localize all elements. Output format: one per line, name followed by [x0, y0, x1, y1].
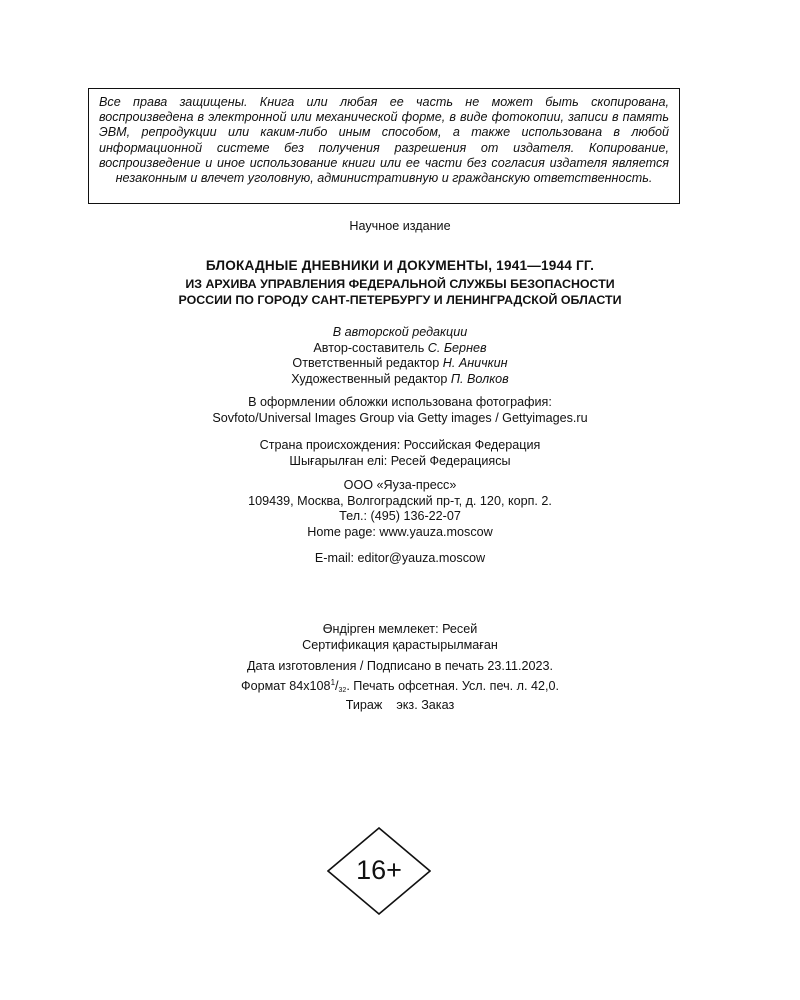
edition-type — [0, 219, 800, 235]
age-rating-text: 16+ — [356, 855, 402, 885]
publisher-info — [0, 478, 800, 540]
cover-photo-credit — [0, 395, 800, 426]
editor-name: Н. Аничкин — [442, 356, 508, 370]
copyright-notice-box — [88, 88, 680, 204]
format-fraction-numerator: 1 — [330, 677, 336, 687]
publisher-homepage: Home page: www.yauza.moscow — [307, 524, 493, 539]
kz-manufacturer-info — [0, 622, 800, 653]
kz-country: Өндірген мемлекет: Ресей — [322, 622, 478, 636]
art-editor-credit: Художественный редактор П. Волков — [291, 371, 509, 386]
cover-photo-label: В оформлении обложки использована фотография: — [248, 395, 552, 409]
format-fraction-denominator: 32 — [338, 686, 347, 694]
compiler-credit: Автор-составитель С. Бернев — [313, 340, 487, 355]
subtitle-line-2: РОССИИ ПО ГОРОДУ САНТ-ПЕТЕРБУРГУ И ЛЕНИНГРАДСКОЙ ОБЛАСТИ — [178, 292, 622, 307]
edition-type-text: Научное издание — [349, 219, 451, 233]
compiler-name: С. Бернев — [427, 340, 487, 355]
kz-certification: Сертификация қарастырылмаған — [302, 637, 498, 652]
book-title-text: БЛОКАДНЫЕ ДНЕВНИКИ И ДОКУМЕНТЫ, 1941—1944 ГГ. — [205, 258, 595, 273]
publisher-name: ООО «Яуза-пресс» — [343, 478, 457, 492]
print-date: Дата изготовления / Подписано в печать 23.11.2023. — [247, 659, 553, 673]
subtitle-line-1: ИЗ АРХИВА УПРАВЛЕНИЯ ФЕДЕРАЛЬНОЙ СЛУЖБЫ БЕЗОПАСНОСТИ — [185, 277, 615, 291]
age-rating-badge — [327, 827, 431, 915]
country-of-origin — [0, 438, 800, 469]
publisher-email — [0, 551, 800, 567]
copyright-notice-text: Все права защищены. Книга или любая ее часть не может быть скопирована, воспроизведена в электронной или механической форме, в виде фотокопии, записи в память ЭВМ, репродукции или каким-либо иным способом, а также использована в любой информационной системе без получения разрешения от издателя. Копирование, воспроизведение и иное использование книги или ее части без согласия издателя является незаконным и влечет уголовную, административную и гражданскую ответственность. — [99, 95, 669, 186]
print-details — [0, 659, 800, 714]
art-editor-name: П. Волков — [450, 371, 509, 386]
publisher-phone: Тел.: (495) 136-22-07 — [339, 509, 461, 523]
book-title — [0, 258, 800, 274]
cover-photo-source: Sovfoto/Universal Images Group via Getty images / Gettyimages.ru — [212, 410, 588, 425]
origin-ru: Страна происхождения: Российская Федерация — [259, 438, 541, 452]
editor-credit: Ответственный редактор Н. Аничкин — [292, 356, 508, 370]
edition-note: В авторской редакции — [332, 325, 468, 339]
credits — [0, 325, 800, 387]
origin-kz: Шығарылған елі: Ресей Федерациясы — [289, 453, 511, 468]
print-format: Формат $84х108^1/_{32}$. Печать офсетная. Усл. печ. л. 42,0. — [241, 677, 559, 694]
book-subtitle — [0, 277, 800, 308]
publisher-address: 109439, Москва, Волгоградский пр-т, д. 120, корп. 2. — [248, 493, 552, 508]
print-run: Тираж экз. Заказ — [345, 698, 455, 712]
publisher-email-text: E-mail: editor@yauza.moscow — [314, 551, 486, 565]
